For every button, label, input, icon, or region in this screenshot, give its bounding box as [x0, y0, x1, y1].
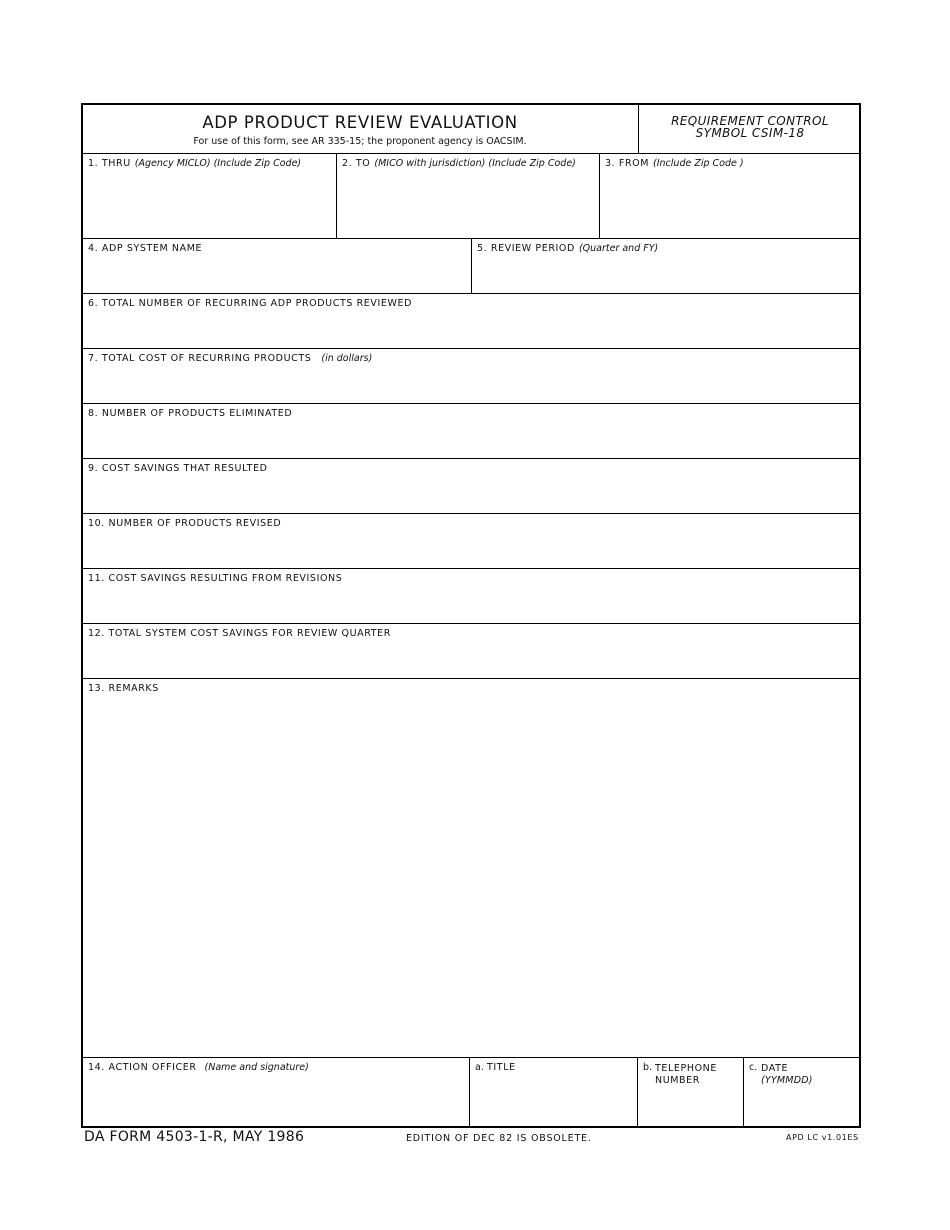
thru-hint: (Agency MICLO) (Include Zip Code)	[134, 158, 302, 169]
title-letter: a.	[475, 1062, 484, 1073]
title-label: TITLE	[487, 1062, 516, 1073]
total-cost-field[interactable]	[83, 349, 859, 404]
edition-notice: EDITION OF DEC 82 IS OBSOLETE.	[406, 1133, 592, 1144]
eliminated-label: 8. NUMBER OF PRODUCTS ELIMINATED	[88, 408, 293, 419]
review-period-hint: (Quarter and FY)	[578, 243, 659, 254]
officer-row	[83, 1058, 859, 1128]
cost-savings-field[interactable]	[83, 459, 859, 514]
form-title: ADP PRODUCT REVIEW EVALUATION	[202, 113, 518, 132]
telephone-label-1: TELEPHONE	[655, 1063, 717, 1074]
remarks-field[interactable]	[83, 679, 859, 1058]
revision-savings-label: 11. COST SAVINGS RESULTING FROM REVISIONS	[88, 573, 343, 584]
total-products-label: 6. TOTAL NUMBER OF RECURRING ADP PRODUCTS REVIEWED	[88, 298, 413, 309]
to-field[interactable]	[336, 154, 599, 238]
form-identifier: DA FORM 4503-1-R, MAY 1986	[84, 1129, 305, 1145]
total-products-field[interactable]	[83, 294, 859, 349]
revised-label: 10. NUMBER OF PRODUCTS REVISED	[88, 518, 282, 529]
to-hint: (MICO with jurisdiction) (Include Zip Code)	[374, 158, 576, 169]
revised-field[interactable]	[83, 514, 859, 569]
requirement-line-1: REQUIREMENT CONTROL	[671, 114, 829, 128]
review-period-label: 5. REVIEW PERIOD	[477, 243, 575, 254]
address-row	[83, 154, 859, 239]
form-header	[83, 105, 859, 154]
system-savings-field[interactable]	[83, 624, 859, 679]
from-label: 3. FROM	[605, 158, 650, 169]
to-label: 2. TO	[342, 158, 371, 169]
cost-savings-label: 9. COST SAVINGS THAT RESULTED	[88, 463, 268, 474]
total-cost-hint: (in dollars)	[321, 353, 373, 364]
system-name-field[interactable]	[83, 239, 471, 293]
thru-field[interactable]	[83, 154, 336, 238]
system-savings-label: 12. TOTAL SYSTEM COST SAVINGS FOR REVIEW QUARTER	[88, 628, 391, 639]
date-label: DATE	[761, 1063, 789, 1074]
eliminated-field[interactable]	[83, 404, 859, 459]
system-name-label: 4. ADP SYSTEM NAME	[88, 243, 203, 254]
total-cost-label: 7. TOTAL COST OF RECURRING PRODUCTS	[88, 353, 312, 364]
requirement-control-symbol	[638, 105, 861, 153]
requirement-line-2: SYMBOL CSIM-18	[695, 126, 805, 140]
title-field[interactable]	[469, 1058, 637, 1128]
date-format-hint: (YYMMDD)	[761, 1075, 813, 1086]
version-tag: APD LC v1.01ES	[786, 1133, 859, 1142]
from-hint: (Include Zip Code )	[653, 158, 744, 169]
review-period-field[interactable]	[471, 239, 861, 293]
action-officer-label: 14. ACTION OFFICER	[88, 1062, 197, 1073]
form-frame	[81, 103, 861, 1128]
telephone-label-2: NUMBER	[655, 1075, 700, 1086]
system-row	[83, 239, 859, 294]
date-letter: c.	[749, 1062, 758, 1073]
action-officer-field[interactable]	[83, 1058, 469, 1128]
date-field[interactable]	[743, 1058, 861, 1128]
telephone-field[interactable]	[637, 1058, 743, 1128]
action-officer-hint: (Name and signature)	[204, 1062, 309, 1073]
telephone-letter: b.	[643, 1062, 653, 1073]
remarks-label: 13. REMARKS	[88, 683, 159, 694]
thru-label: 1. THRU	[88, 158, 131, 169]
from-field[interactable]	[599, 154, 861, 238]
form-subtitle: For use of this form, see AR 335-15; the proponent agency is OACSIM.	[193, 136, 527, 147]
revision-savings-field[interactable]	[83, 569, 859, 624]
